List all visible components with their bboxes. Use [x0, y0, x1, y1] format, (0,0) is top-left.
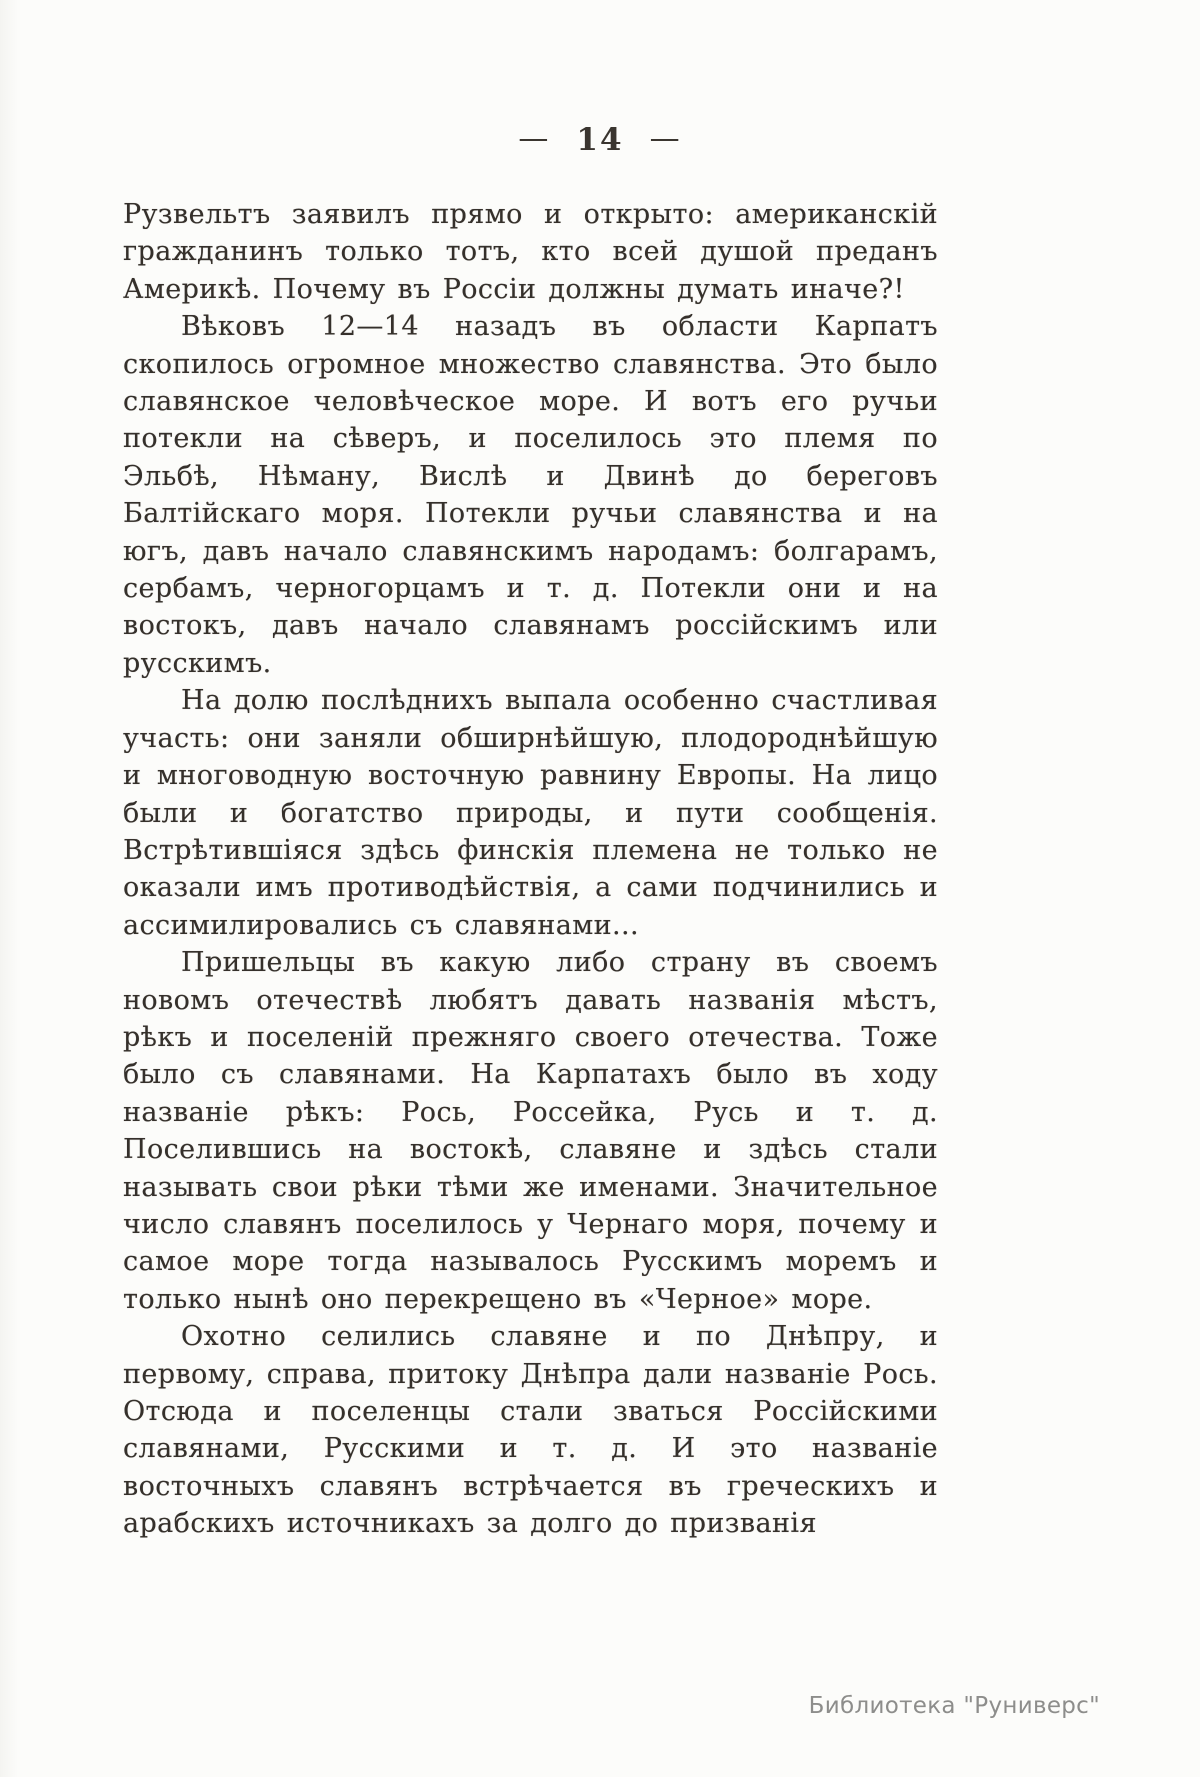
- paragraph: Пришельцы въ какую либо страну въ своемъ новомъ отечествѣ любятъ давать названія мѣстъ, рѣкъ и поселеній прежняго своего отечества. Тоже было съ славянами. На Карпатахъ было въ ходу названіе рѣкъ: Рось, Россейка, Русь и т. д. Поселившись на востокѣ, славяне и здѣсь стали называть свои рѣки тѣми же именами. Значительное число славянъ поселилось у Чернаго моря, почему и самое море тогда называлось Русскимъ моремъ и только нынѣ оно перекрещено въ «Черное» море.: [123, 947, 938, 1315]
- paragraph: На долю послѣднихъ выпала особенно счастливая участь: они заняли обширнѣйшую, плодороднѣйшую и многоводную восточную равнину Европы. На лицо были и богатство природы, и пути сообщенія. Встрѣтившіяся здѣсь финскія племена не только не оказали имъ противодѣйствія, а сами подчинились и ассимилировались съ славянами...: [123, 685, 938, 941]
- paragraph: Охотно селились славяне и по Днѣпру, и первому, справа, притоку Днѣпра дали названіе Рось. Отсюда и поселенцы стали зваться Россійскими славянами, Русскими и т. д. И это названіе восточныхъ славянъ встрѣчается въ греческихъ и арабскихъ источникахъ за долго до призванія: [123, 1321, 938, 1540]
- page-number: 14: [576, 122, 624, 158]
- library-watermark: Библиотека "Руниверс": [808, 1693, 1100, 1719]
- paragraph: Вѣковъ 12—14 назадъ въ области Карпатъ скопилось огромное множество славянства. Это было славянское человѣческое море. И вотъ его ручьи потекли на сѣверъ, и поселилось это племя по Эльбѣ, Нѣману, Вислѣ и Двинѣ до береговъ Балтійскаго моря. Потекли ручьи славянства и на югъ, давъ начало славянскимъ народамъ: болгарамъ, сербамъ, черногорцамъ и т. д. Потекли они и на востокъ, давъ начало славянамъ россійскимъ или русскимъ.: [123, 311, 938, 679]
- text-block: [123, 196, 938, 1543]
- paragraph: Рузвельтъ заявилъ прямо и открыто: американскій гражданинъ только тотъ, кто всей душой преданъ Америкѣ. Почему въ Россіи должны думать иначе?!: [123, 199, 938, 305]
- page-number-dash-right: —: [649, 121, 682, 156]
- page-number-dash-left: —: [518, 121, 551, 156]
- page-number-header: [0, 122, 1200, 158]
